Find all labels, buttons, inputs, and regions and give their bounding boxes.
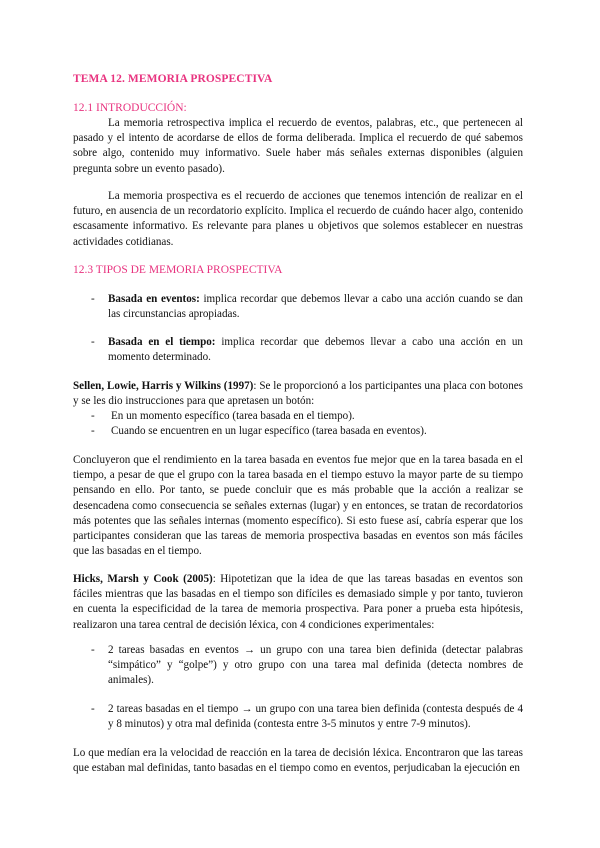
paragraph-retrospectiva: La memoria retrospectiva implica el recuerdo de eventos, palabras, etc., que pertenecen al pasado y el intento de acordarse de ellos de forma deliberada. Implica el recuerdo de qué sabemos sobre algo, contenido muy informativo. Suele haber más señales externas disponibles (alguien pregunta sobre un evento pasado). [73, 117, 523, 175]
paragraph-sellen-intro [73, 379, 523, 409]
list-item-tiempo [91, 335, 523, 365]
citation-hicks: Hicks, Marsh y Cook (2005) [73, 573, 213, 585]
hicks-condition-eventos: 2 tareas basadas en eventos → un grupo con una tarea bien definida (detectar palabras “simpático” y “golpe”) y otro grupo con una tarea mal definida (detecta nombres de animales). [108, 644, 523, 687]
heading-introduccion: 12.1 INTRODUCCIÓN: [73, 102, 187, 114]
paragraph-prospectiva: La memoria prospectiva es el recuerdo de acciones que tenemos intención de realizar en el futuro, en ausencia de un recordatorio explícito. Implica el recuerdo de cuándo hacer algo, contenido escasamente informativo. Es relevante para planes u objetivos que solemos establecer en nuestras actividades cotidianas. [73, 190, 523, 248]
paragraph-hicks-results: Lo que medían era la velocidad de reacción en la tarea de decisión léxica. Encontraron que las tareas que estaban mal definidas, tanto basadas en el tiempo como en eventos, perjudicaban la ejecución en [73, 747, 523, 775]
page-title: TEMA 12. MEMORIA PROSPECTIVA [73, 73, 273, 85]
heading-tipos: 12.3 TIPOS DE MEMORIA PROSPECTIVA [73, 264, 283, 276]
term-tiempo: Basada en el tiempo: [108, 336, 216, 348]
list-item-eventos [91, 292, 523, 322]
citation-sellen: Sellen, Lowie, Harris y Wilkins (1997) [73, 380, 254, 392]
hicks-intro-text: : Hipotetizan que la idea de que las tareas basadas en eventos son fáciles mientras que las basadas en el tiempo son difíciles es demasiado simple y por tanto, tuvieron en cuenta la especificidad de la tarea de memoria prospectiva. Para poner a prueba esta hipótesis, realizaron una tarea central de decisión léxica, con 4 condiciones experimentales: [73, 573, 523, 631]
list-item-eventos-condiciones [91, 643, 523, 689]
bullet-dash: - [91, 644, 95, 656]
bullet-dash: - [91, 703, 95, 715]
hicks-condition-tiempo: 2 tareas basadas en el tiempo → un grupo con una tarea bien definida (contesta después de 4 y 8 minutos) y otra mal definida (contesta entre 3-5 minutos y entre 7-9 minutos). [108, 703, 523, 731]
bullet-dash: - [91, 293, 95, 305]
definition-tiempo: implica recordar que debemos llevar a cabo una acción en un momento determinado. [108, 336, 523, 364]
paragraph-sellen-conclusion: Concluyeron que el rendimiento en la tarea basada en eventos fue mejor que en la tarea basada en el tiempo, a pesar de que el grupo con la tarea basada en el tiempo estuvo la mayor parte de su tiempo pensando en ello. Por tanto, se puede concluir que es más probable que la acción a realizar se desencadena como consecuencia se señales externas (lugar) y en entonces, se tratan de recordatorios más potentes que las señales internas (momento específico). Si esto fuese así, cabría esperar que los participantes consideran que las tareas de memoria prospectiva basadas en eventos son más fáciles que las basadas en el tiempo. [73, 454, 523, 558]
sellen-condition-1: En un momento específico (tarea basada en el tiempo). [111, 410, 355, 422]
paragraph-hicks-intro [73, 572, 523, 633]
list-item-lugar [91, 424, 523, 439]
definition-eventos: implica recordar que debemos llevar a cabo una acción cuando se dan las circunstancias apropiadas. [108, 293, 523, 321]
term-eventos: Basada en eventos: [108, 293, 200, 305]
sellen-condition-2: Cuando se encuentren en un lugar específico (tarea basada en eventos). [111, 425, 427, 437]
bullet-dash: - [91, 425, 95, 437]
bullet-dash: - [91, 336, 95, 348]
list-item-tiempo-condiciones [91, 702, 523, 732]
bullet-dash: - [91, 410, 95, 422]
sellen-intro-text: : Se le proporcionó a los participantes una placa con botones y se les dio instrucciones para que apretasen un botón: [73, 380, 523, 408]
list-item-momento [91, 409, 523, 424]
